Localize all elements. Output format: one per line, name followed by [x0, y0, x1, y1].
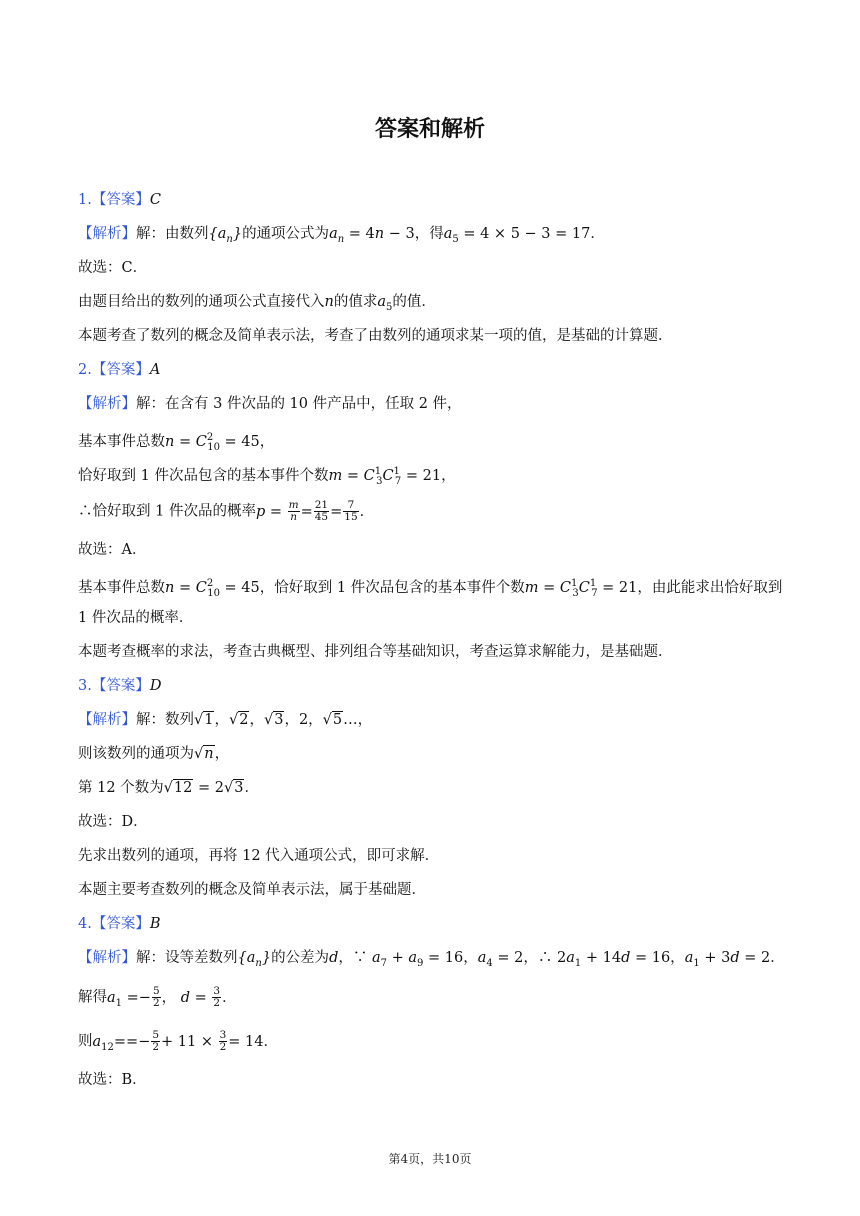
q2-method-line: 基本事件总数$n = C^2_{10} = 45$，恰好取到 1 件次品包含的基本事件个数$m = C^1_3C^1_7 = 21$，由此能求出恰好取到: [78, 578, 783, 599]
q2-analysis-line: 【解析】解：在含有 3 件次品的 10 件产品中，任取 2 件，: [78, 396, 462, 412]
math-expression: $m = C^1_3C^1_7 = 21$，: [328, 466, 456, 487]
math-expression: d，∵ $a_7 + a_9 = 16$，$a_4 = 2$，∴ $2a_1 + 14d = 16$，$a_1 + 3d = 2$．: [329, 950, 785, 969]
q2-total-line: 基本事件总数$n = C^2_{10} = 45$，: [78, 432, 275, 453]
q2-comment-line: 本题考查概率的求法，考查古典概型、排列组合等基础知识，考查运算求解能力，是基础题．: [78, 644, 673, 660]
q2-answer: A: [149, 362, 161, 378]
q3-choice-line: 故选：D．: [78, 814, 148, 830]
q3-general-term-line: 则该数列的通项为√n，: [78, 746, 230, 762]
q3-method-line: 先求出数列的通项，再将 12 代入通项公式，即可求解．: [78, 848, 440, 864]
q1-method-line: 由题目给出的数列的通项公式直接代入n的值求$a_5$的值．: [78, 294, 436, 313]
q3-twelfth-line: 第 12 个数为√12 = 2√3．: [78, 780, 259, 796]
q2-choice-line: 故选：A．: [78, 542, 147, 558]
q3-comment-line: 本题主要考查数列的概念及简单表示法，属于基础题．: [78, 882, 426, 898]
math-expression: $\{a_n\}$: [208, 226, 243, 245]
q2-number: 2.: [78, 362, 92, 378]
q1-comment-line: 本题考查了数列的概念及简单表示法，考查了由数列的通项求某一项的值，是基础的计算题．: [78, 328, 673, 344]
q2-method-line-2: 1 件次品的概率．: [78, 610, 194, 626]
math-expression: $a_1$ =− $\frac{5}{2}$ ， d = $\frac{3}{2}$ ．: [107, 985, 237, 1009]
q2-answer-line: 2.【答案】A: [78, 362, 161, 378]
answer-label: 【答案】: [91, 192, 150, 208]
q3-answer-line: 3.【答案】D: [78, 678, 162, 694]
q2-count-line: 恰好取到 1 件次品包含的基本事件个数$m = C^1_3C^1_7 = 21$，: [78, 466, 456, 487]
q3-analysis-line: 【解析】解：数列√1，√2，√3，2，√5…，: [78, 712, 373, 728]
q1-answer-line: [78, 190, 800, 210]
math-expression: $a_5 = 4 \times 5 - 3 = 17$．: [443, 226, 605, 245]
math-expression: √12 = 2√3．: [163, 780, 259, 796]
q1-choice-line: 故选：C．: [78, 260, 148, 276]
q4-result-line: 则$a_{12}==-$ $\frac{5}{2}$ + 11 × $\frac{3}{2}$ = 14．: [78, 1029, 279, 1053]
q1-answer: C: [149, 192, 161, 208]
math-expression: √n，: [194, 746, 230, 762]
q4-answer: B: [149, 916, 161, 932]
math-expression: $a_{12}==-$ $\frac{5}{2}$ + 11 × $\frac{3}{2}$ = 14．: [92, 1029, 279, 1053]
q4-choice-line: 故选：B．: [78, 1072, 147, 1088]
math-expression: $n = C^2_{10} = 45$，: [165, 432, 275, 453]
q1-analysis-line: 【解析】解：由数列$\{a_n\}$的通项公式为$a_n = 4n - 3$，得$a_5 = 4 \times 5 - 3 = 17$．: [78, 226, 605, 245]
q4-analysis-line: 【解析】解：设等差数列$\{a_n\}$的公差为d，∵ $a_7 + a_9 = 16$，$a_4 = 2$，∴ $2a_1 + 14d = 16$，$a_1 + 3d = 2$．: [78, 950, 785, 969]
page-footer: 第4页，共10页: [388, 1152, 472, 1166]
math-expression: √1，√2，√3，2，√5…，: [194, 712, 373, 728]
q4-number: 4.: [78, 916, 92, 932]
q3-number: 3.: [78, 678, 92, 694]
q1-number: 1.: [78, 192, 92, 208]
q2-probability-line: ∴恰好取到 1 件次品的概率p = $\frac{m}{n}$ = $\frac{21}{45}$ = $\frac{7}{15}$ ．: [78, 499, 375, 523]
analysis-label: 【解析】: [78, 226, 136, 242]
q3-answer: D: [149, 678, 162, 694]
math-expression: $a_n = 4n - 3$: [329, 226, 415, 245]
math-expression: p = $\frac{m}{n}$ = $\frac{21}{45}$ = $\frac{7}{15}$ ．: [255, 499, 375, 523]
page-title: 答案和解析: [374, 117, 485, 142]
q4-solve-line: 解得$a_1$ =− $\frac{5}{2}$ ， d = $\frac{3}{2}$ ．: [78, 985, 237, 1009]
q4-answer-line: 4.【答案】B: [78, 916, 161, 932]
